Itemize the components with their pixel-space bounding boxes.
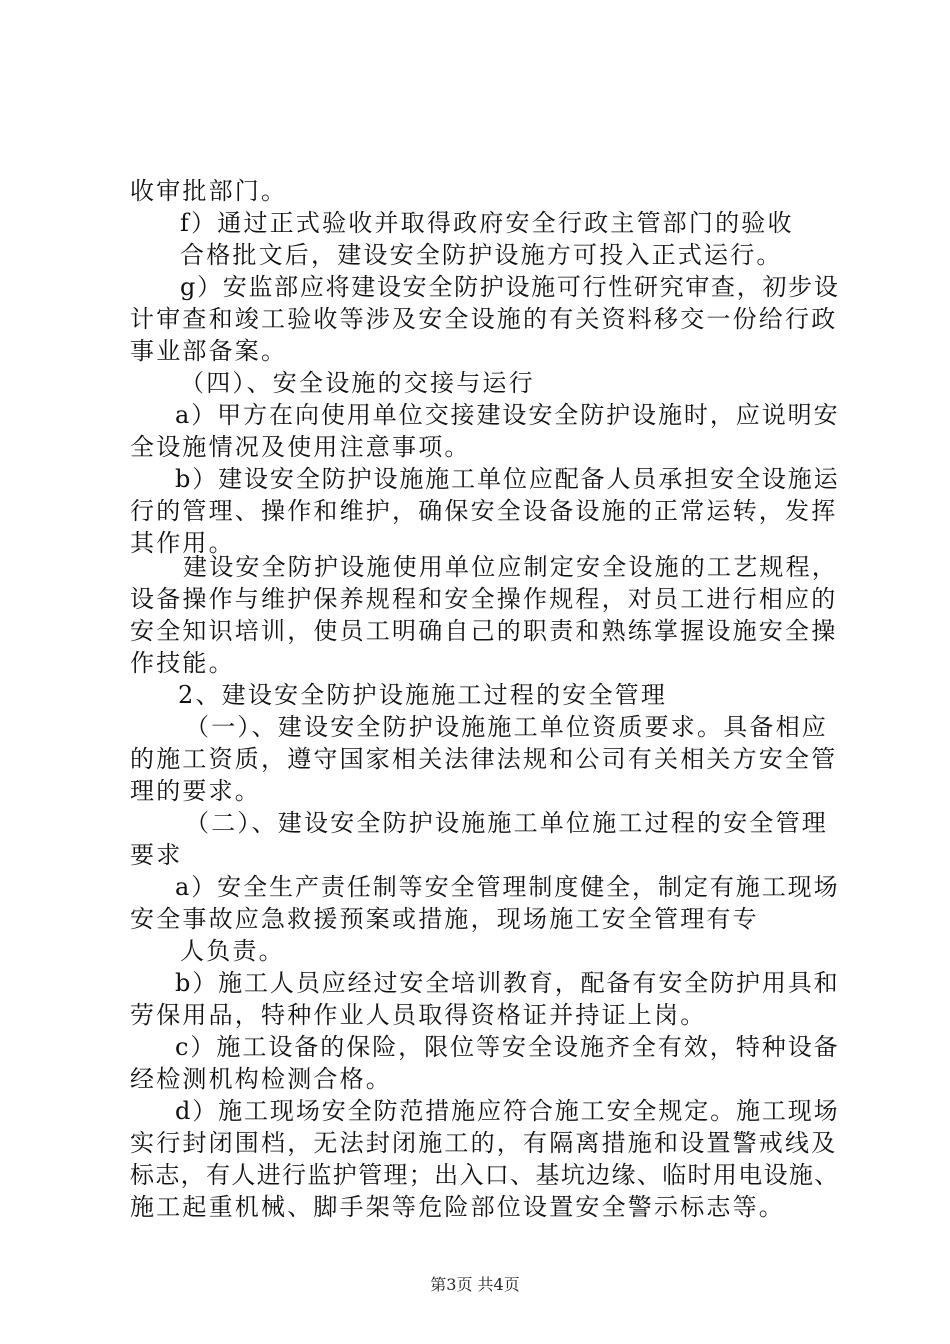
section-heading: 2、建设安全防护设施施工过程的安全管理 [178,681,668,709]
text-line: 事业部备案。 [130,337,288,365]
text-line: 的施工资质，遵守国家相关法律法规和公司有关相关方安全管 [130,745,838,773]
text-line: f）通过正式验收并取得政府安全行政主管部门的验收 [180,209,794,237]
text-line: （二）、建设安全防护设施施工单位施工过程的安全管理 [185,809,828,837]
text-line: 建设安全防护设施使用单位应制定安全设施的工艺规程， [183,553,838,581]
text-line: b）建设安全防护设施施工单位应配备人员承担安全设施运 [175,465,840,493]
text-line: （一）、建设安全防护设施施工单位资质要求。具备相应 [185,713,828,741]
text-line: 合格批文后，建设安全防护设施方可投入正式运行。 [180,241,783,269]
text-line: 劳保用品，特种作业人员取得资格证并持证上岗。 [130,1001,707,1029]
text-line: 作技能。 [130,649,235,677]
text-line: 收审批部门。 [130,177,288,205]
text-line: c）施工设备的保险，限位等安全设施齐全有效，特种设备 [175,1033,840,1061]
page-number: 第3页 共4页 [430,1275,520,1294]
text-line: 理的要求。 [130,777,261,805]
text-line: b）施工人员应经过安全培训教育，配备有安全防护用具和 [175,969,840,997]
text-line: 经检测机构检测合格。 [130,1065,392,1093]
text-line: 安全事故应急救援预案或措施，现场施工安全管理有专 [130,905,759,933]
text-line: 施工起重机械、脚手架等危险部位设置安全警示标志等。 [130,1193,785,1221]
text-line: a）安全生产责任制等安全管理制度健全，制定有施工现场 [175,873,840,901]
text-line: d）施工现场安全防范措施应符合施工安全规定。施工现场 [175,1097,840,1125]
text-line: 实行封闭围档，无法封闭施工的，有隔离措施和设置警戒线及 [130,1129,838,1157]
text-line: g）安监部应将建设安全防护设施可行性研究审查，初步设 [180,273,840,301]
text-line: 设备操作与维护保养规程和安全操作规程，对员工进行相应的 [130,585,838,613]
section-heading: （四）、安全设施的交接与运行 [180,369,535,397]
text-line: 计审查和竣工验收等涉及安全设施的有关资料移交一份给行政 [130,305,838,333]
text-line: a）甲方在向使用单位交接建设安全防护设施时，应说明安 [175,401,840,429]
text-line: 行的管理、操作和维护，确保安全设备设施的正常运转，发挥 [130,497,838,525]
text-line: 全设施情况及使用注意事项。 [130,433,471,461]
text-line: 人负责。 [180,937,285,965]
text-line: 要求 [130,841,183,869]
text-line: 其作用。 [130,529,235,557]
text-line: 安全知识培训，使员工明确自己的职责和熟练掌握设施安全操 [130,617,838,645]
text-line: 标志，有人进行监护管理；出入口、基坑边缘、临时用电设施、 [130,1161,840,1189]
